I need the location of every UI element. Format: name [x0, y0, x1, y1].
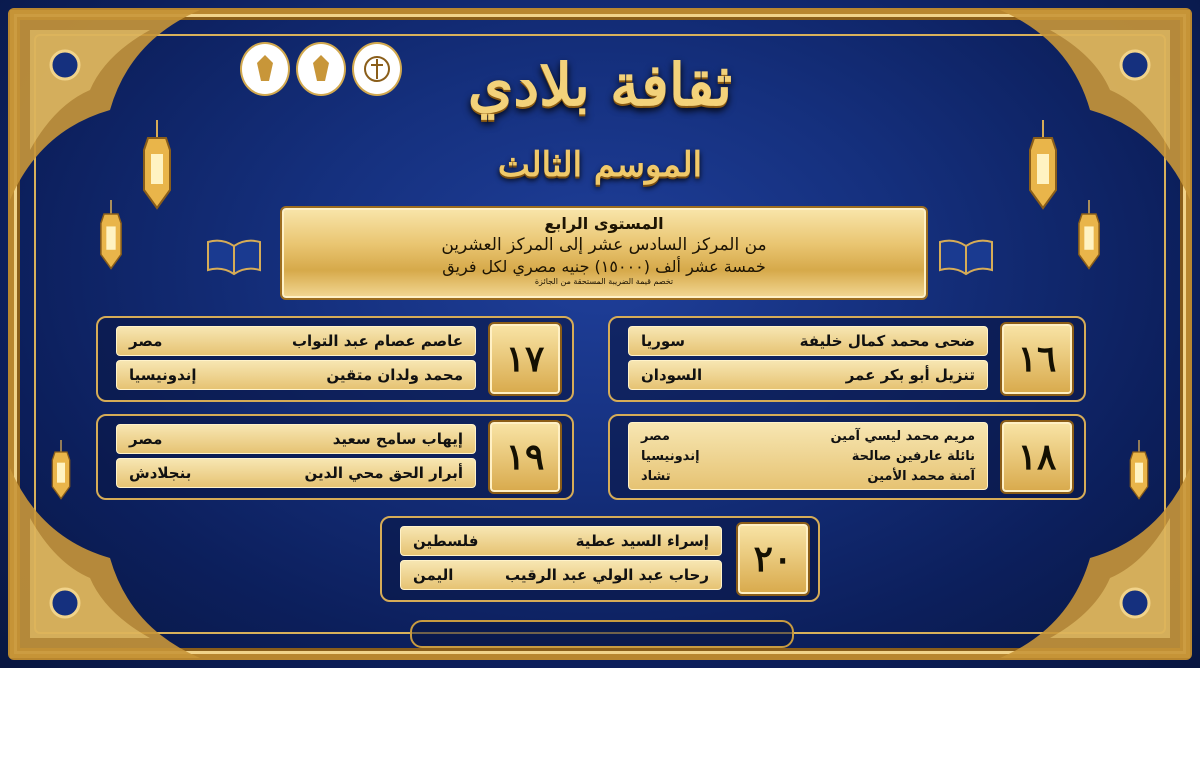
member-country: فلسطين: [413, 532, 479, 550]
team-member-row: [641, 427, 975, 447]
egypt-eagle-logo: [296, 42, 346, 96]
member-country: مصر: [641, 429, 670, 444]
rank-range: من المركز السادس عشر إلى المركز العشرين: [441, 235, 767, 255]
member-name: رحاب عبد الولي عبد الرقيب: [504, 566, 709, 584]
member-country: السودان: [641, 366, 703, 384]
team-member-row: [641, 447, 975, 467]
member-name: نائلة عارفين صالحة: [851, 449, 975, 464]
team-members-block: [628, 422, 988, 490]
member-country: إندونيسيا: [129, 366, 197, 384]
season-subtitle: الموسم الثالث: [497, 145, 703, 185]
quran-book-icon: [204, 236, 264, 276]
team-member-row: [116, 326, 476, 356]
member-name: إيهاب سامح سعيد: [332, 430, 463, 448]
azhar-logo: [352, 42, 402, 96]
egypt-eagle-logo: [240, 42, 290, 96]
team-card-19: [96, 414, 574, 500]
lantern-icon: [140, 120, 174, 210]
rank-number: ١٧: [490, 324, 560, 394]
prize-text: خمسة عشر ألف (١٥٠٠٠) جنيه مصري لكل فريق: [442, 257, 766, 276]
member-country: تشاد: [641, 469, 671, 484]
team-card-16: [608, 316, 1086, 402]
team-member-row: [116, 360, 476, 390]
lantern-icon: [48, 440, 74, 500]
team-member-row: [641, 467, 975, 487]
team-member-row: [400, 560, 722, 590]
sponsor-logos: [240, 42, 402, 98]
team-card-17: [96, 316, 574, 402]
lantern-icon: [1026, 120, 1060, 210]
member-name: ضحى محمد كمال خليفة: [799, 332, 975, 350]
team-member-row: [400, 526, 722, 556]
member-country: سوريا: [641, 332, 686, 350]
member-country: مصر: [129, 430, 163, 448]
tax-note: تخصم قيمة الضريبة المستحقة من الجائزة: [534, 277, 674, 286]
page-title: ثقافة بلادي: [467, 51, 733, 119]
rank-number: ٢٠: [738, 524, 808, 594]
member-name: آمنة محمد الأمين: [867, 469, 975, 484]
team-member-row: [116, 458, 476, 488]
member-name: أبرار الحق محي الدين: [304, 464, 463, 482]
team-member-row: [628, 360, 988, 390]
lantern-icon: [1074, 200, 1104, 270]
member-country: إندونيسيا: [641, 449, 700, 464]
level-label: المستوى الرابع: [544, 214, 664, 233]
member-country: بنجلادش: [129, 464, 192, 482]
lantern-icon: [1126, 440, 1152, 500]
team-card-18: [608, 414, 1086, 500]
member-country: اليمن: [413, 566, 454, 584]
member-country: مصر: [129, 332, 163, 350]
bottom-ornament-bar: [410, 620, 794, 648]
rank-number: ١٩: [490, 422, 560, 492]
team-member-row: [628, 326, 988, 356]
lantern-icon: [96, 200, 126, 270]
rank-number: ١٦: [1002, 324, 1072, 394]
rank-number: ١٨: [1002, 422, 1072, 492]
member-name: عاصم عصام عبد التواب: [291, 332, 463, 350]
member-name: إسراء السيد عطية: [575, 532, 709, 550]
quran-book-icon: [936, 236, 996, 276]
member-name: مريم محمد ليسي آمين: [830, 429, 975, 444]
level-banner: [282, 208, 926, 298]
member-name: تنزيل أبو بكر عمر: [845, 366, 975, 384]
team-member-row: [116, 424, 476, 454]
team-card-20: [380, 516, 820, 602]
member-name: محمد ولدان متقين: [326, 366, 463, 384]
